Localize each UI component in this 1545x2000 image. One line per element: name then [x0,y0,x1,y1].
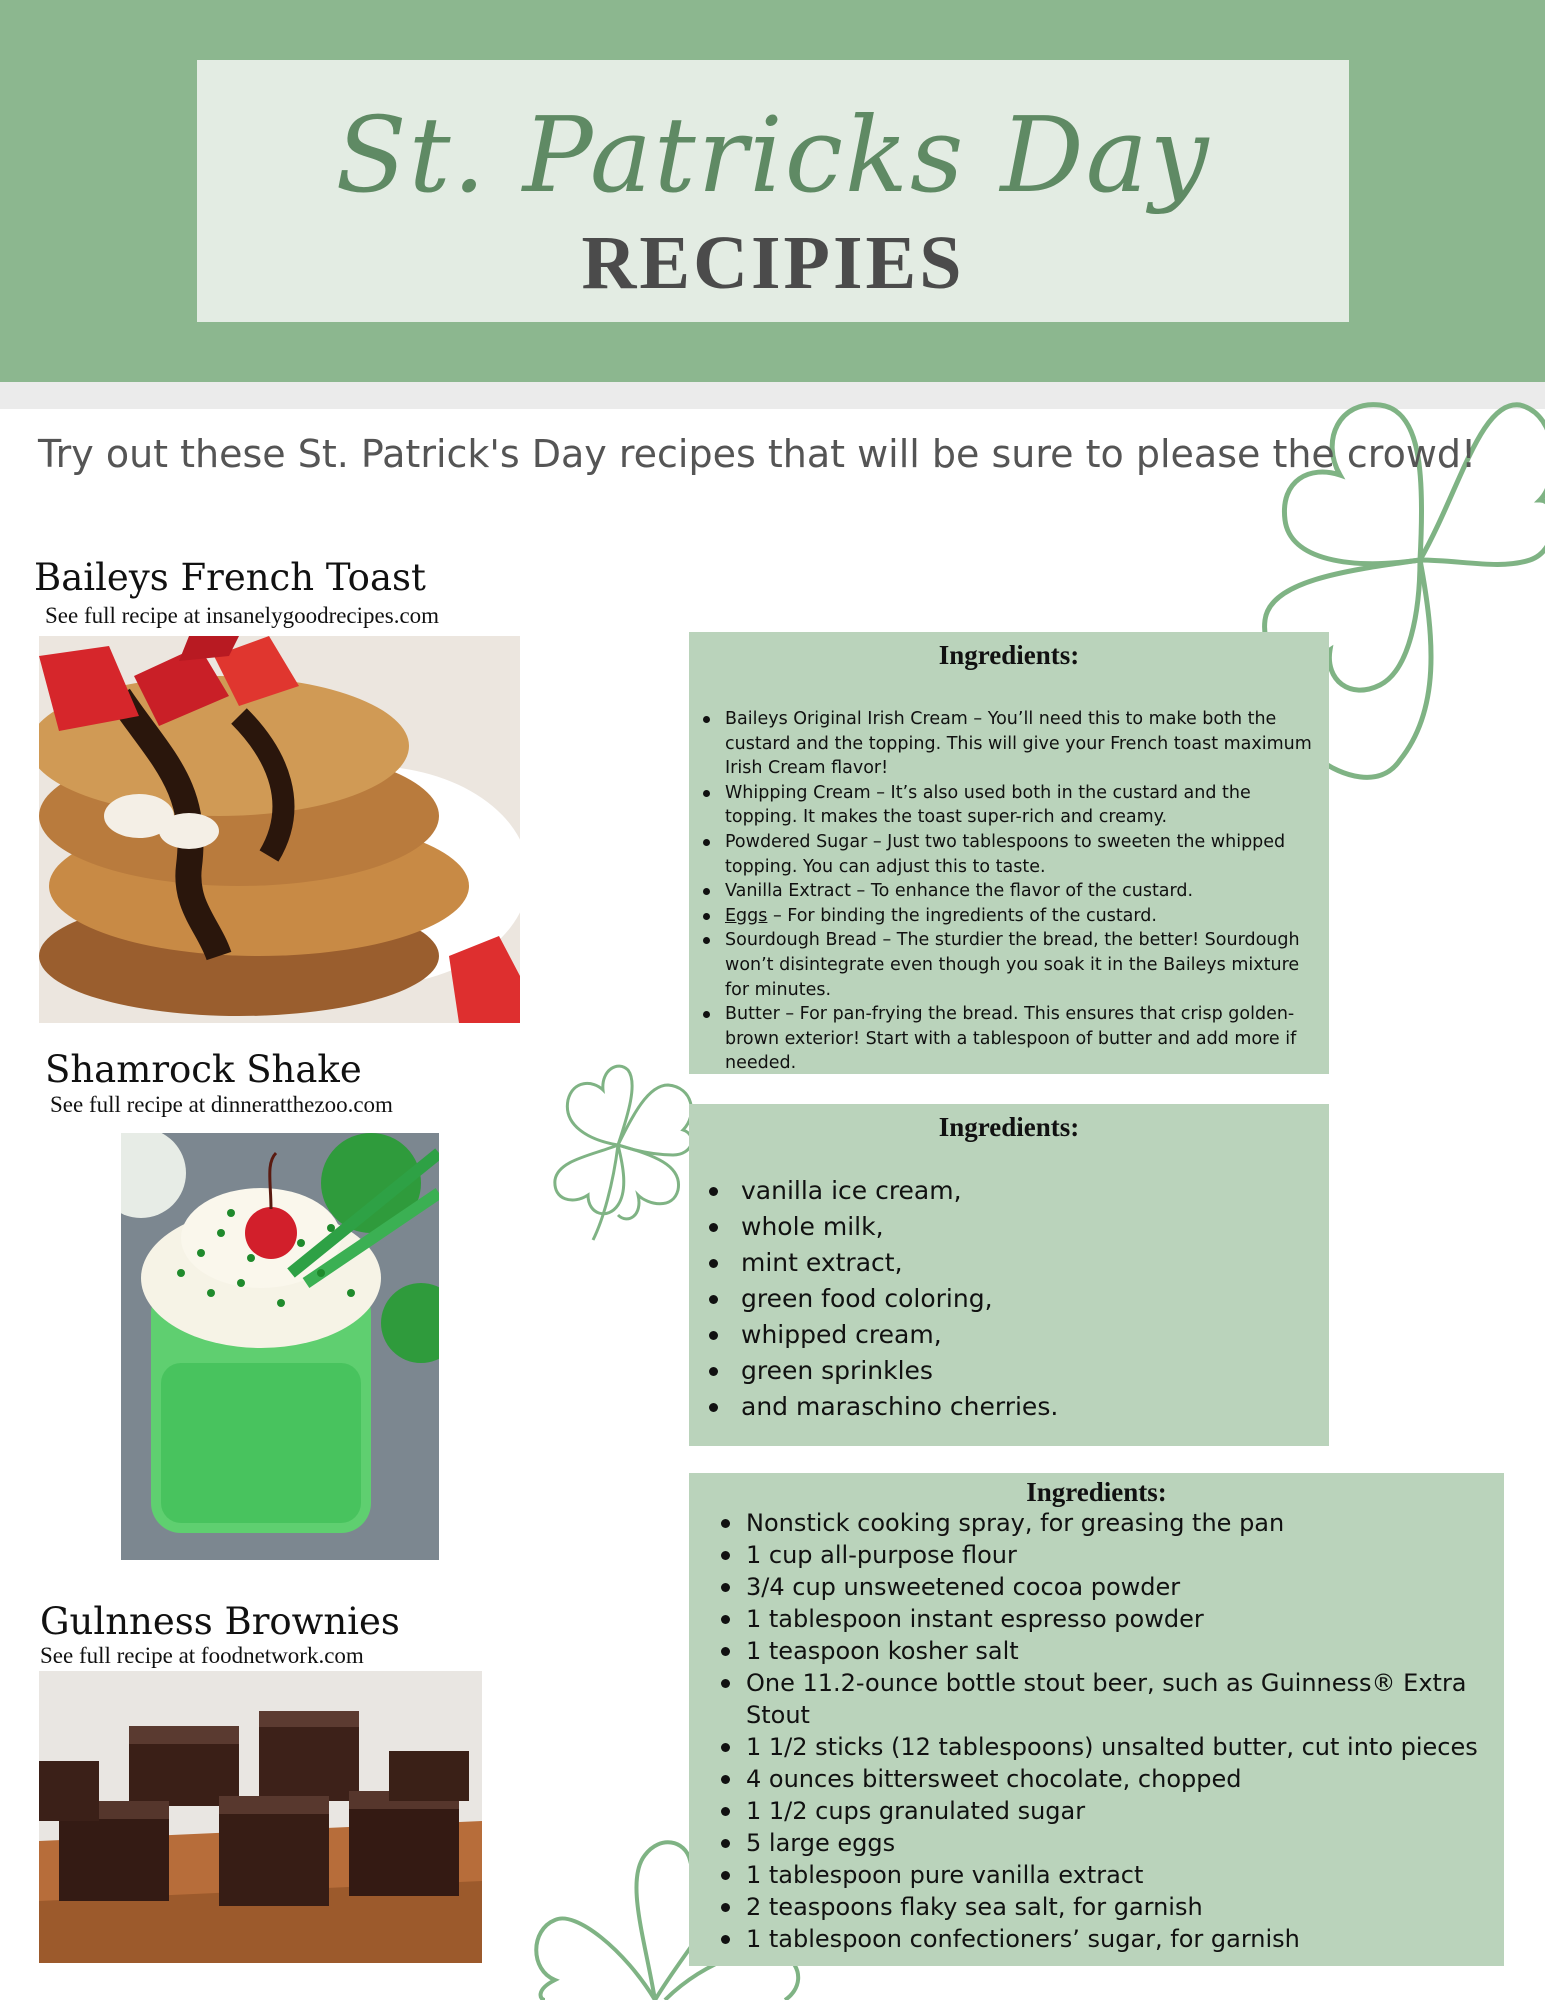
list-item: 1 1/2 cups granulated sugar [746,1795,1504,1827]
list-item: 2 teaspoons flaky sea salt, for garnish [746,1891,1504,1923]
list-item: 1 cup all-purpose flour [746,1539,1504,1571]
list-item: green sprinkles [741,1353,1329,1389]
recipe-title-french-toast: Baileys French Toast [34,556,426,599]
recipe-title-shamrock-shake: Shamrock Shake [45,1048,362,1091]
list-item: Whipping Cream – It’s also used both in the custard and the topping. It makes the toast super-rich and creamy. [725,781,1325,830]
recipe-link-french-toast[interactable]: See full recipe at insanelygoodrecipes.com [45,603,440,628]
list-item: 1 1/2 sticks (12 tablespoons) unsalted butter, cut into pieces [746,1731,1504,1763]
ingredients-heading: Ingredients: [1026,1477,1167,1507]
list-item: vanilla ice cream, [741,1173,1329,1209]
list-item: green food coloring, [741,1281,1329,1317]
list-item: Eggs – For binding the ingredients of the custard. [725,904,1325,929]
list-item: 5 large eggs [746,1827,1504,1859]
intro-text: Try out these St. Patrick's Day recipes that will be sure to please the crowd! [38,432,1477,476]
list-item: 4 ounces bittersweet chocolate, chopped [746,1763,1504,1795]
recipe-title-brownies: Gulnness Brownies [40,1600,400,1643]
list-item: Baileys Original Irish Cream – You’ll need this to make both the custard and the topping. This will give your French toast maximum Irish Cream flavor! [725,707,1325,781]
script-title: St. Patricks Day [335,94,1211,216]
recipe-link-shamrock-shake[interactable]: See full recipe at dinneratthezoo.com [50,1092,393,1117]
list-item: whipped cream, [741,1317,1329,1353]
ingredients-panel-shamrock-shake [689,1104,1329,1446]
french-toast-photo [39,636,520,1023]
list-item: whole milk, [741,1209,1329,1245]
list-item: Butter – For pan-frying the bread. This ensures that crisp golden-brown exterior! Start with a tablespoon of butter and add more if needed. [725,1002,1325,1076]
brownies-photo [39,1671,482,1963]
ingredients-list-french-toast [689,707,1329,1076]
list-item: 1 teaspoon kosher salt [746,1635,1504,1667]
list-item: Powdered Sugar – Just two tablespoons to sweeten the whipped topping. You can adjust this to taste. [725,830,1325,879]
ingredients-list-brownies [689,1507,1504,1955]
eggs-link[interactable]: Eggs [725,905,768,926]
list-item: 1 tablespoon pure vanilla extract [746,1859,1504,1891]
title-box [197,60,1349,322]
recipe-link-brownies[interactable]: See full recipe at foodnetwork.com [40,1643,364,1668]
list-item: and maraschino cherries. [741,1389,1329,1425]
ingredients-heading: Ingredients: [938,1112,1080,1142]
list-item: One 11.2-ounce bottle stout beer, such as Guinness® Extra Stout [746,1667,1504,1731]
ingredients-heading: Ingredients: [938,640,1080,670]
clover-icon-middle [533,1055,703,1245]
list-item: Sourdough Bread – The sturdier the bread, the better! Sourdough won’t disintegrate even though you soak it in the Baileys mixture for minutes. [725,928,1325,1002]
list-item: 1 tablespoon instant espresso powder [746,1603,1504,1635]
list-item: mint extract, [741,1245,1329,1281]
page-title: RECIPIES [581,221,965,305]
list-item: Nonstick cooking spray, for greasing the pan [746,1507,1504,1539]
ingredients-panel-french-toast [689,632,1329,1074]
list-item: 1 tablespoon confectioners’ sugar, for garnish [746,1923,1504,1955]
list-item: Vanilla Extract – To enhance the flavor of the custard. [725,879,1325,904]
ingredients-panel-brownies [689,1473,1504,1966]
shamrock-shake-photo [121,1133,439,1560]
list-item: 3/4 cup unsweetened cocoa powder [746,1571,1504,1603]
ingredients-list-shamrock-shake [689,1173,1329,1425]
